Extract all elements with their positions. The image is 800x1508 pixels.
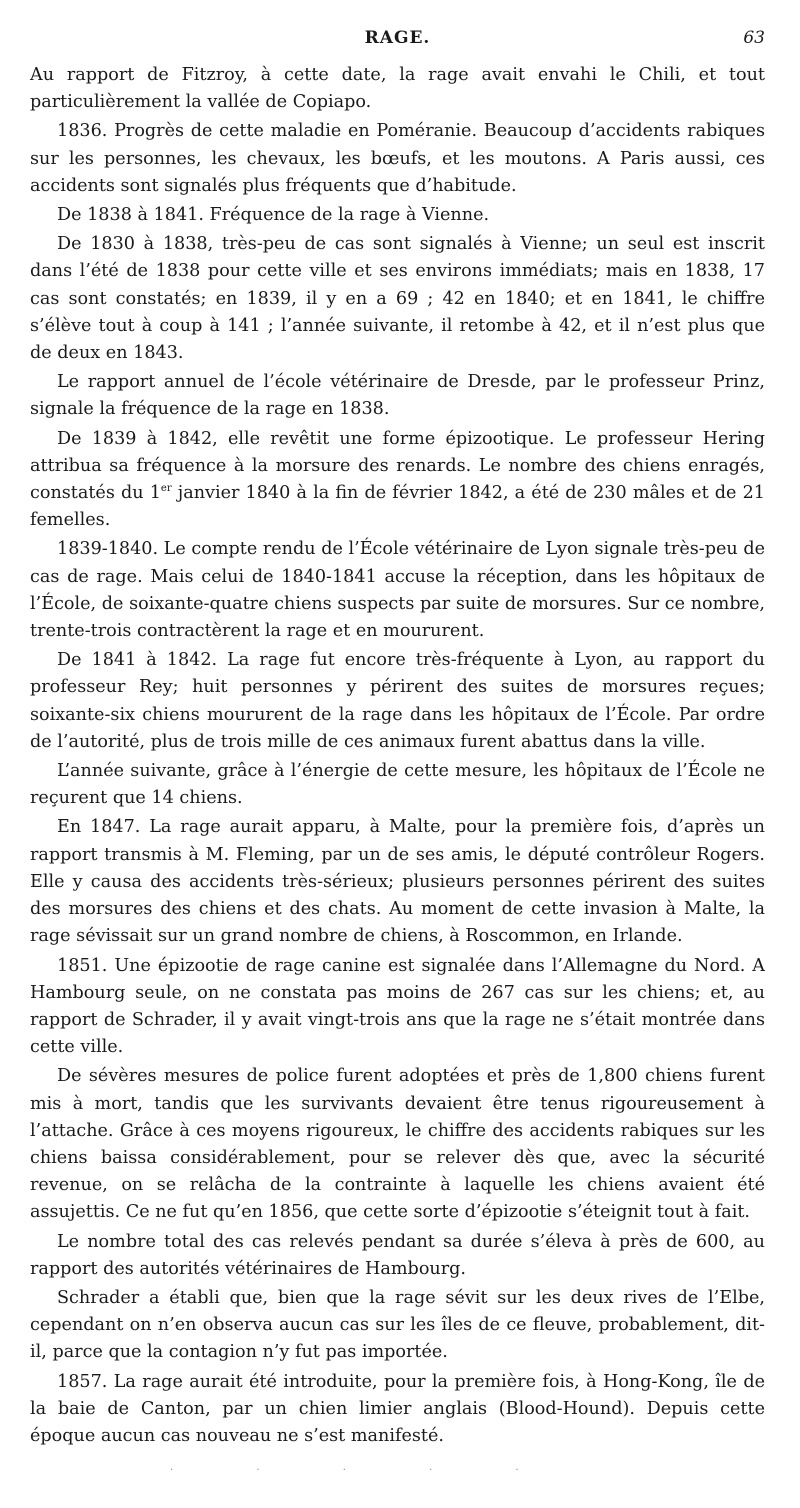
paragraph-13: Le nombre total des cas relevés pendant sa durée s’éleva à près de 600, au rapport des autorités vétérinaires de Hambourg. (30, 1231, 765, 1279)
paragraph-4: De 1830 à 1838, très-peu de cas sont signalés à Vienne; un seul est inscrit dans l’été de 1838 pour cette ville et ses environs immédiats; mais en 1838, 17 cas sont constatés; en 1839, il y en a 69 ; 42 en 1840; et en 1841, le chiffre s’élève tout à coup à 141 ; l’année suivante, il retombe à 42, et il n’est plus que de deux en 1843. (30, 234, 765, 364)
paragraph-2: 1836. Progrès de cette maladie en Poméranie. Beaucoup d’accidents rabiques sur les personnes, les chevaux, les bœufs, et les moutons. A Paris aussi, ces accidents sont signalés plus fréquents que d’habitude. (30, 121, 765, 196)
running-title: RAGE. (364, 28, 431, 48)
paragraph-6-head: De 1839 à 1842, elle revêtit une forme épizootique. Le professeur Hering attribua sa fréquence à la morsure des renards. Le nombre des chiens enragés, constatés du 1 (30, 428, 765, 504)
superscript-er: er (160, 483, 172, 495)
paragraph-15: 1857. La rage aurait été introduite, pour la première fois, à Hong-Kong, île de la baie de Canton, par un chien limier anglais (Blood-Hound). Depuis cette époque aucun cas nouveau ne s’est manifesté. (30, 1371, 765, 1446)
paragraph-6-tail: janvier 1840 à la fin de février 1842, a été de 230 mâles et de 21 femelles. (30, 483, 765, 531)
paragraph-1: Au rapport de Fitzroy, à cette date, la rage avait envahi le Chili, et tout particulièrement la vallée de Copiapo. (30, 65, 765, 113)
paragraph-9: L’année suivante, grâce à l’énergie de cette mesure, les hôpitaux de l’École ne reçurent que 14 chiens. (30, 761, 765, 809)
paragraph-8: De 1841 à 1842. La rage fut encore très-fréquente à Lyon, au rapport du professeur Rey; huit personnes y périrent des suites de morsures reçues; soixante-six chiens moururent de la rage dans les hôpitaux de l’École. Par ordre de l’autorité, plus de trois mille de ces animaux furent abattus dans la ville. (30, 650, 765, 752)
paragraph-6 (30, 426, 765, 535)
paragraph-7: 1839-1840. Le compte rendu de l’École vétérinaire de Lyon signale très-peu de cas de rage. Mais celui de 1840-1841 accuse la réception, dans les hôpitaux de l’École, de soixante-quatre chiens suspects par suite de morsures. Sur ce nombre, trente-trois contractèrent la rage et en moururent. (30, 539, 765, 642)
paragraph-3: De 1838 à 1841. Fréquence de la rage à Vienne. (57, 205, 490, 226)
running-head (30, 28, 765, 52)
scan-artifacts: · · · · · (170, 1465, 559, 1476)
paragraph-12: De sévères mesures de police furent adoptées et près de 1,800 chiens furent mis à mort, tandis que les survivants devaient être tenus rigoureusement à l’attache. Grâce à ces moyens rigoureux, le chiffre des accidents rabiques sur les chiens baissa considérablement, pour se relever dès que, avec la sécurité revenue, on se relâcha de la contrainte à laquelle les chiens avaient été assujettis. Ce ne fut qu’en 1856, que cette sorte d’épizootie s’éteignit tout à fait. (30, 1066, 765, 1223)
page-number: 63 (743, 28, 765, 48)
paragraph-5: Le rapport annuel de l’école vétérinaire de Dresde, par le professeur Prinz, signale la fréquence de la rage en 1838. (30, 372, 765, 420)
paragraph-14: Schrader a établi que, bien que la rage sévit sur les deux rives de l’Elbe, cependant on n’en observa aucun cas sur les îles de ce fleuve, probablement, dit-il, parce que la contagion n’y fut pas importée. (30, 1287, 765, 1363)
paragraph-11: 1851. Une épizootie de rage canine est signalée dans l’Allemagne du Nord. A Hambourg seule, on ne constata pas moins de 267 cas sur les chiens; et, au rapport de Schrader, il y avait vingt-trois ans que la rage ne s’était montrée dans cette ville. (30, 955, 765, 1058)
page (30, 28, 765, 1452)
paragraph-10: En 1847. La rage aurait apparu, à Malte, pour la première fois, d’après un rapport transmis à M. Fleming, par un de ses amis, le député contrôleur Rogers. Elle y causa des accidents très-sérieux; plusieurs personnes périrent des suites des morsures des chiens et des chats. Au moment de cette invasion à Malte, la rage sévissait sur un grand nombre de chiens, à Roscommon, en Irlande. (30, 817, 765, 947)
